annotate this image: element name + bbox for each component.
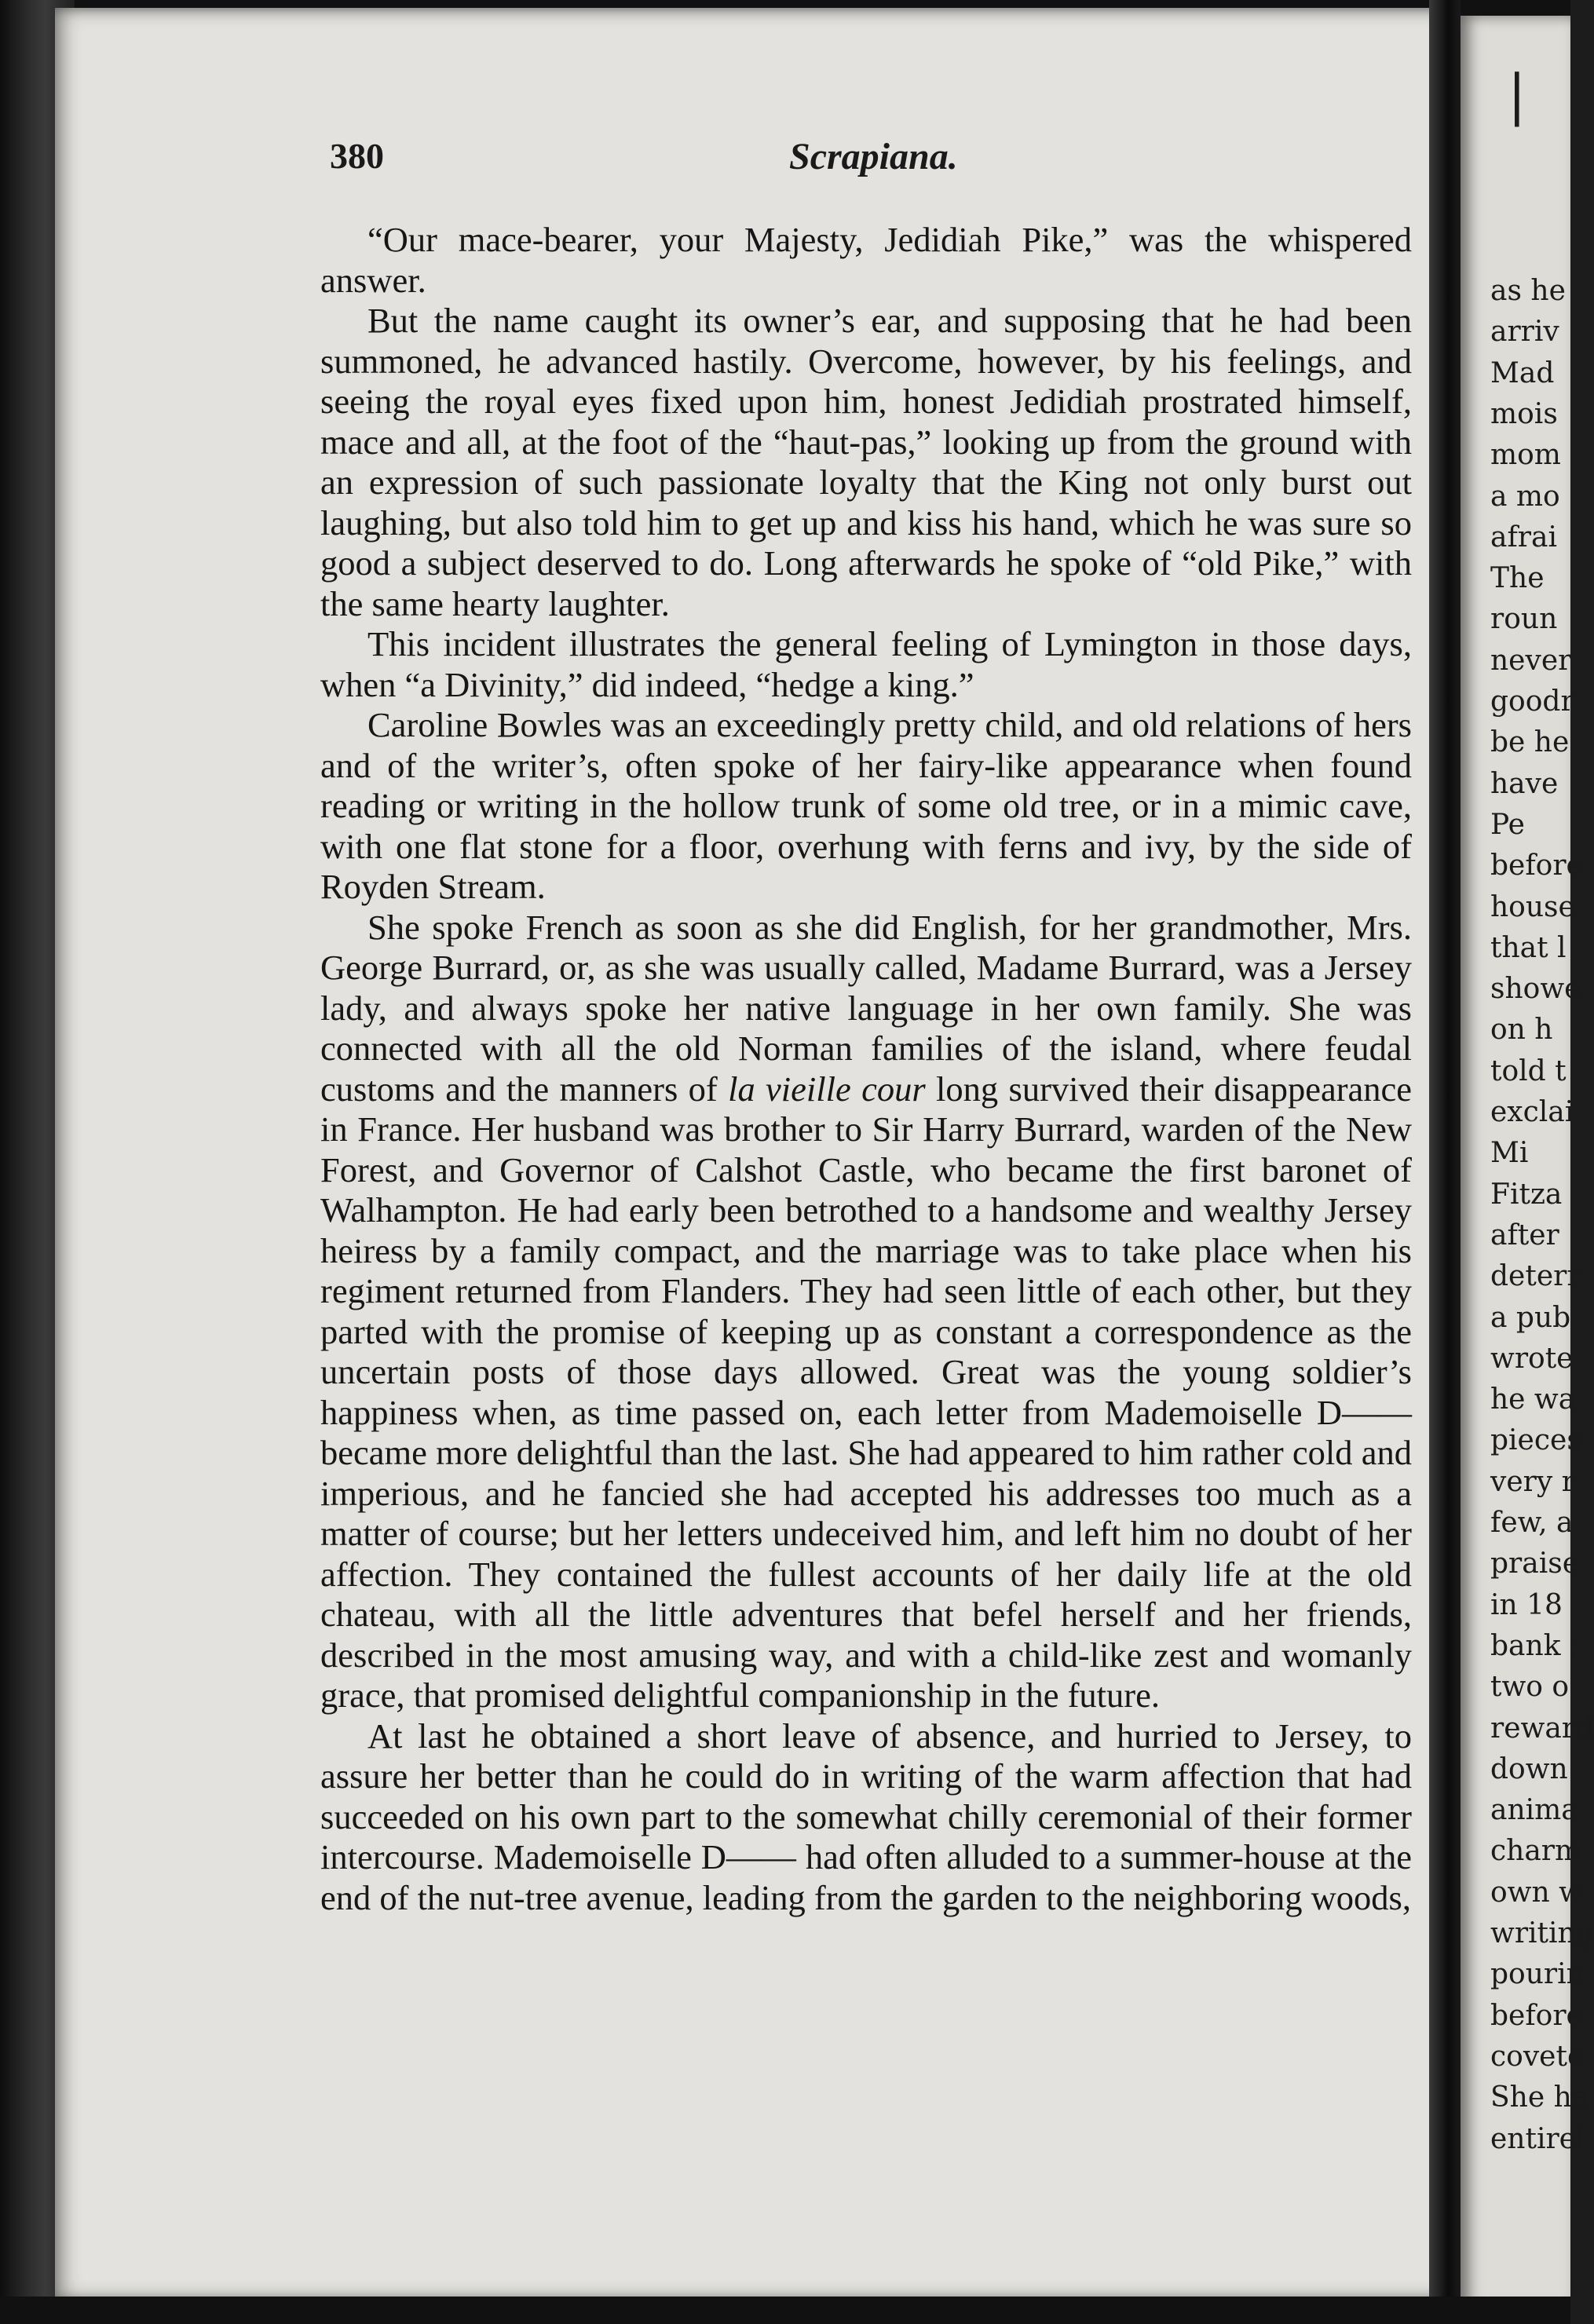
facing-page-line: after [1490,1219,1559,1252]
facing-page-line: Mad [1490,356,1555,389]
facing-page-line: Fitza [1490,1178,1563,1211]
facing-page-line: be he [1490,726,1570,759]
facing-page-line: before [1490,1999,1583,2032]
paragraph-leave-of-absence: At last he obtained a short leave of absence, and hurried to Jersey, to assure her better than he could do in writing of the warm affection that had succeeded on his own part to the somewhat chilly ceremonial of their former intercourse. Mademoiselle D—— had often alluded to a summer-house at the end of the nut-tree avenue, leading from the garden to the neighboring woods, [320,1716,1412,1917]
facing-page-line: She ha [1490,2081,1589,2114]
facing-page-line: deterr [1490,1260,1581,1293]
facing-page-line: reward [1490,1712,1594,1745]
facing-page-line: writing [1490,1917,1594,1949]
running-title: Scrapiana. [789,136,958,177]
facing-page-line: mom [1490,439,1561,472]
facing-page-line: as he [1490,275,1566,307]
bottom-edge [0,2297,1570,2324]
facing-page-line: very r [1490,1465,1575,1498]
facing-page-line: afrai [1490,521,1557,554]
left-page [55,8,1461,2300]
facing-page-line: covete [1490,2040,1585,2073]
facing-page-line: showe [1490,973,1581,1006]
facing-page-line: Pe [1490,808,1525,841]
facing-page-line: never [1490,644,1572,677]
facing-page-line: a mo [1490,480,1560,513]
paragraph-french [320,908,1412,1716]
facing-page-line: Mi [1490,1137,1529,1170]
facing-page-line: exclai [1490,1096,1574,1128]
paragraph-french-part-2: long survived their disappearance in France. Her husband was brother to Sir Harry Burrard, warden of the New Forest, and Governor of Calshot Castle, who became the first baronet of Walhampton. He had early been betrothed to a handsome and wealthy Jersey heiress by a family compact, and the marriage was to take place when his regiment returned from Flanders. They had seen little of each other, but they parted with the promise of keeping up as constant a correspondence as the uncertain posts of those days allowed. Great was the young soldier’s happiness when, as time passed on, each letter from Mademoiselle D—— became more delightful than the last. She had appeared to him rather cold and imperious, and he fancied she had accepted his addresses too much as a matter of course; but her letters undeceived him, and left him no doubt of her affection. They contained the fullest accounts of her daily life at the old chateau, with all the little adventures that befel herself and her friends, described in the most amusing way, and with a child-like zest and womanly grace, that promised delightful companionship in the future. [320,1069,1413,1715]
italic-phrase: la vieille cour [728,1069,926,1109]
body-text [320,220,1412,1918]
facing-page-line: in 18 [1490,1588,1563,1621]
facing-page-line: mois [1490,397,1558,430]
facing-page-line: bank ; [1490,1629,1580,1662]
facing-page-mark: | [1508,63,1526,127]
facing-page-line: praise [1490,1548,1580,1580]
facing-page [1461,16,1594,2308]
facing-page-line: two o [1490,1671,1570,1704]
facing-page-line: pieces [1490,1424,1581,1457]
facing-page-line: before [1490,850,1583,882]
book-gutter [1429,0,1461,2324]
running-head [330,135,1413,190]
facing-page-line: pourin [1490,1958,1585,1991]
facing-page-line: arriv [1490,316,1559,349]
facing-page-line: told t [1490,1054,1567,1087]
facing-page-line: The [1490,562,1545,595]
paragraph-lymington: This incident illustrates the general feeling of Lymington in those days, when “a Divinity,” did indeed, “hedge a king.” [320,624,1412,704]
facing-page-line: goodr [1490,685,1574,718]
paragraph-french-part-1: She spoke French as soon as she did English, for her grandmother, Mrs. George Burrard, or, as she was usually called, Madame Burrard, was a Jersey lady, and always spoke her native language in her own family. She was connected with all the old Norman families of the island, where feudal customs and the manners of [320,907,1412,1109]
page-number: 380 [330,136,384,176]
facing-page-line: down [1490,1752,1568,1785]
paragraph-mace-bearer: “Our mace-bearer, your Majesty, Jedidiah Pike,” was the whispered answer. [320,220,1412,300]
facing-page-line: that l [1490,931,1567,964]
facing-page-line: entirel [1490,2122,1585,2155]
paragraph-jedidiah: But the name caught its owner’s ear, and supposing that he had been summoned, he advanced hastily. Overcome, however, by his feelings, and seeing the royal eyes fixed upon him, honest Jedidiah prostrated himself, mace and all, at the foot of the “haut-pas,” looking up from the ground with an expression of such passionate loyalty that the King not only burst out laughing, but also told him to get up and kiss his hand, which he was sure so good a subject deserved to do. Long afterwards he spoke of “old Pike,” with the same hearty laughter. [320,301,1412,623]
facing-page-line: wrote [1490,1342,1574,1375]
facing-page-line: anima [1490,1794,1578,1827]
facing-page-line: he wa [1490,1383,1576,1416]
facing-page-line: a pub [1490,1301,1571,1334]
facing-page-line: own w [1490,1876,1583,1909]
paragraph-caroline-bowles: Caroline Bowles was an exceedingly pretty child, and old relations of hers and of the writer’s, often spoke of her fairy-like appearance when found reading or writing in the hollow trunk of some old tree, or in a mimic cave, with one flat stone for a floor, overhung with ferns and ivy, by the side of Royden Stream. [320,705,1412,906]
facing-page-line: house [1490,890,1575,923]
facing-page-line: few, a [1490,1507,1574,1539]
facing-page-line: have [1490,767,1559,800]
facing-page-line: roun [1490,603,1558,636]
facing-page-line: on h [1490,1014,1553,1047]
facing-page-line: charm [1490,1835,1582,1868]
